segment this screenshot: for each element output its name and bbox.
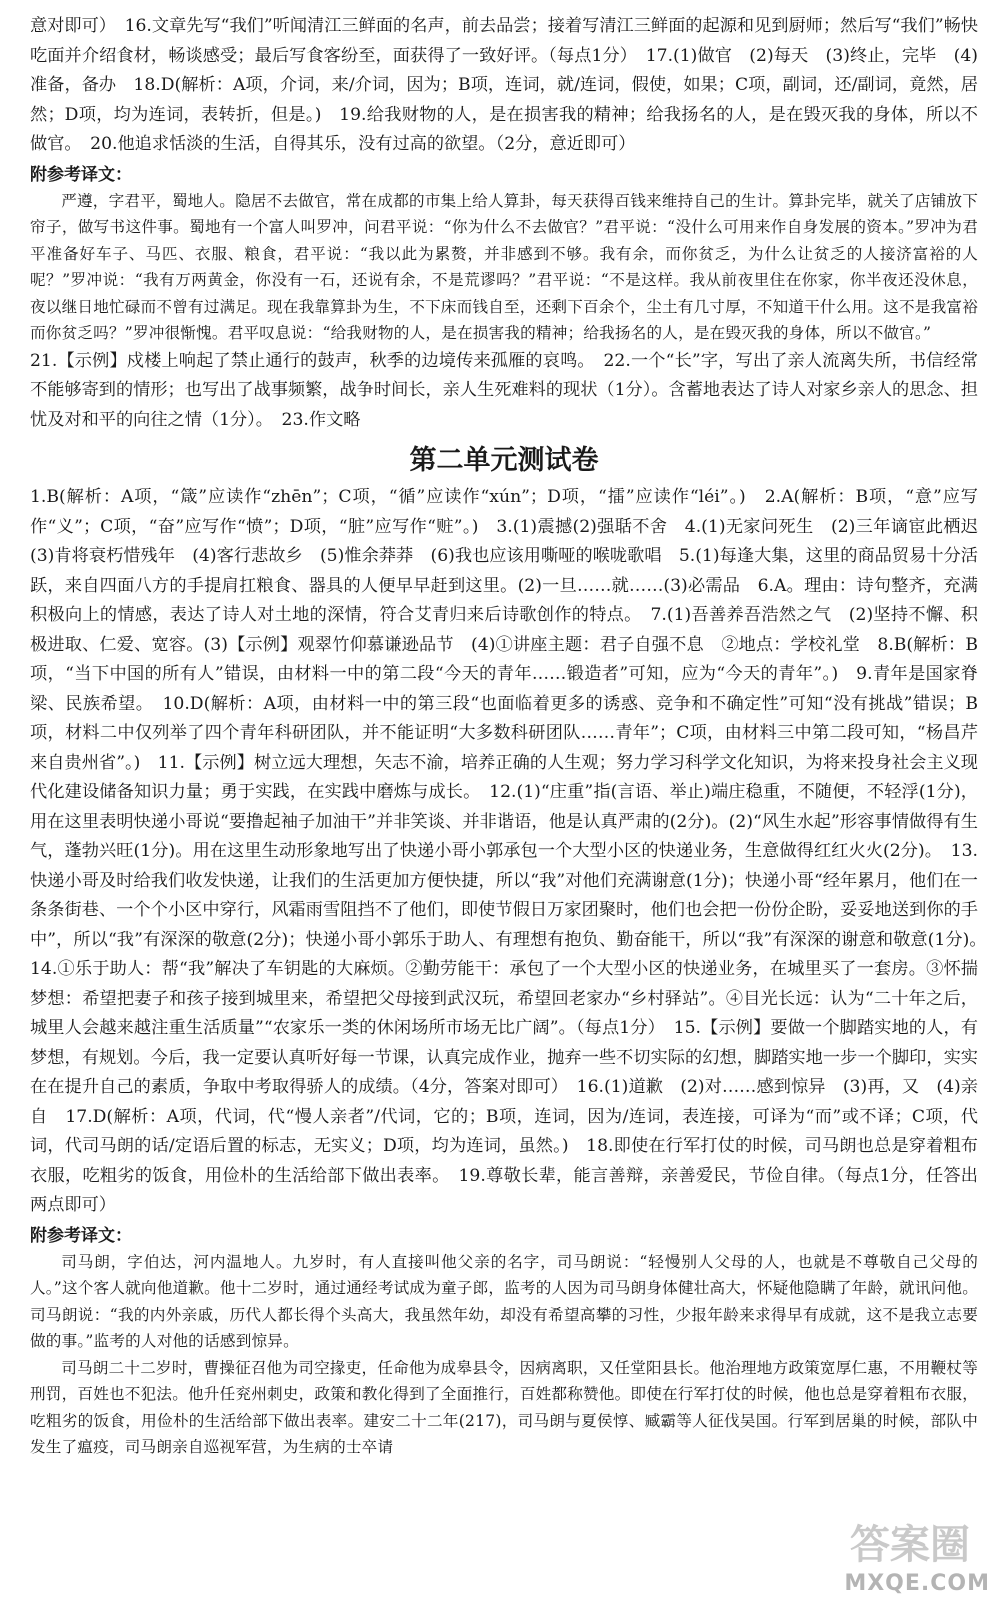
unit1-answers-21-23: 21.【示例】戍楼上响起了禁止通行的鼓声，秋季的边境传来孤雁的哀鸣。 22.一个“长”字，写出了亲人流离失所，书信经常不能够寄到的情形；也写出了战事频繁，战争时间长，亲人生死难料的现状（1分）。含蓄地表达了诗人对家乡亲人的思念、担忧及对和平的向往之情（1分）。 23.作文略 [30,350,978,430]
unit2-title: 第二单元测试卷 [409,445,599,476]
unit2-translation-header: 附参考译文： [30,1225,132,1246]
unit2-translation-paragraph-1: 司马朗，字伯达，河内温地人。九岁时，有人直接叫他父亲的名字，司马朗说：“轻慢别人父母的人，也就是不尊敬自己父母的人。”这个客人就向他道歉。他十二岁时，通过通经考试成为童子郎，监考的人因为司马朗身体健壮高大，怀疑他隐瞒了年龄，就讯问他。司马朗说：“我的内外亲戚，历代人都长得个头高大，我虽然年幼，却没有希望高攀的习性，少报年龄来求得早有成就，这不是我立志要做的事。”监考的人对他的话感到惊异。 [30,1252,978,1350]
unit1-answers-poem [30,347,978,436]
watermark-url: MXQE.COM [844,1571,990,1596]
unit2-answers-1-19: 1.B(解析：A项，“箴”应读作“zhēn”；C项，“循”应读作“xún”；D项，“擂”应读作“léi”。) 2.A(解析：B项，“意”应写作“义”；C项，“奋”应写作“愤”；D项，“脏”应写作“赃”。) 3.(1)震撼(2)强聒不舍 4.(1)无家问死生 (2)三年谪宦此栖迟 (3)肯将衰朽惜残年 (4)客行悲故乡 (5)惟余莽莽 (6)我也应该用嘶哑的喉咙歌唱 5.(1)每逢大集，这里的商品贸易十分活跃，来自四面八方的手提肩扛粮食、器具的人便早早赶到这里。(2)一旦……就……(3)必需品 6.A。理由：诗句整齐，充满积极向上的情感，表达了诗人对土地的深情，符合艾青归来后诗歌创作的特点。 7.(1)吾善养吾浩然之气 (2)坚持不懈、积极进取、仁爱、宽容。(3)【示例】观翠竹仰慕谦逊品节 (4)①讲座主题：君子自强不息 ②地点：学校礼堂 8.B(解析：B项，“当下中国的所有人”错误，由材料一中的第二段“今天的青年……锻造者”可知，应为“今天的青年”。) 9.青年是国家脊梁、民族希望。 10.D(解析：A项，由材料一中的第三段“也面临着更多的诱惑、竞争和不确定性”可知“没有挑战”错误；B项，材料二中仅列举了四个青年科研团队，并不能证明“大多数科研团队……青年”；C项，由材料三中第二段可知，“杨昌芹来自贵州省”。) 11.【示例】树立远大理想，矢志不渝，培养正确的人生观；努力学习科学文化知识，为将来投身社会主义现代化建设储备知识力量；勇于实践，在实践中磨炼与成长。 12.(1)“庄重”指(言语、举止)端庄稳重，不随便，不轻浮(1分)，用在这里表明快递小哥说“要撸起袖子加油干”并非笑谈、并非谐语，他是认真严肃的(2分)。(2)“风生水起”形容事情做得有生气，蓬勃兴旺(1分)。用在这里生动形象地写出了快递小哥小郭承包一个大型小区的快递业务，生意做得红红火火(2分)。 13.快递小哥及时给我们收发快递，让我们的生活更加方便快捷，所以“我”对他们充满谢意(1分)；快递小哥“经年累月，他们在一条条街巷、一个个小区中穿行，风霜雨雪阻挡不了他们，即使节假日万家团聚时，他们也会把一份份企盼，妥妥地送到你的手中”，所以“我”有深深的敬意(2分)；快递小哥小郭乐于助人、有理想有抱负、勤奋能干，所以“我”有深深的谢意和敬意(1分)。 14.①乐于助人：帮“我”解决了车钥匙的大麻烦。②勤劳能干：承包了一个大型小区的快递业务，在城里买了一套房。③怀揣梦想：希望把妻子和孩子接到城里来，希望把父母接到武汉玩，希望回老家办“乡村驿站”。④目光长远：认为“二十年之后，城里人会越来越注重生活质量”“农家乐一类的休闲场所市场无比广阔”。（每点1分） 15.【示例】要做一个脚踏实地的人，有梦想，有规划。今后，我一定要认真听好每一节课，认真完成作业，抛弃一些不切实际的幻想，脚踏实地一步一个脚印，实实在在提升自己的素质，争取中考取得骄人的成绩。（4分，答案对即可） 16.(1)道歉 (2)对……感到惊异 (3)再，又 (4)亲自 17.D(解析：A项，代词，代“慢人亲者”/代词，它的；B项，连词，因为/连词，表连接，可译为“而”或不译；C项，代词，代司马朗的话/定语后置的标志，无实义；D项，均为连词，虽然。) 18.即使在行军打仗的时候，司马朗也总是穿着粗布衣服，吃粗劣的饭食，用俭朴的生活给部下做出表率。 19.尊敬长辈，能言善辩，亲善爱民，节俭自律。（每点1分，任答出两点即可） [30,487,996,1215]
unit2-answers [30,483,996,1221]
unit1-translation-header: 附参考译文： [30,164,132,185]
unit1-answers [30,12,978,160]
unit1-translation-paragraph: 严遵，字君平，蜀地人。隐居不去做官，常在成都的市集上给人算卦，每天获得百钱来维持自己的生计。算卦完毕，就关了店铺放下帘子，做写书这件事。蜀地有一个富人叫罗冲，问君平说：“你为什么不去做官？”君平说：“没什么可用来作自身发展的资本。”罗冲为君平准备好车子、马匹、衣服、粮食，君平说：“我以此为累赘，并非感到不够。我有余，而你贫乏，为什么让贫乏的人接济富裕的人呢？”罗冲说：“我有万两黄金，你没有一石，还说有余，不是荒谬吗？”君平说：“不是这样。我从前夜里住在你家，你半夜还没休息，夜以继日地忙碌而不曾有过满足。现在我靠算卦为生，不下床而钱自至，还剩下百余个，尘土有几寸厚，不知道干什么用。这不是我富裕而你贫乏吗？”罗冲很惭愧。君平叹息说：“给我财物的人，是在损害我的精神；给我扬名的人，是在毁灭我的身体，所以不做官。” [30,191,978,342]
watermark-logo: 答案圈 [850,1522,970,1568]
unit2-translation-paragraph-2: 司马朗二十二岁时，曹操征召他为司空掾吏，任命他为成皋县令，因病离职，又任堂阳县长。他治理地方政策宽厚仁惠，不用鞭杖等刑罚，百姓也不犯法。他升任兖州刺史，政策和教化得到了全面推行，百姓都称赞他。即使在行军打仗的时候，他也总是穿着粗布衣服，吃粗劣的饭食，用俭朴的生活给部下做出表率。建安二十二年(217)，司马朗与夏侯惇、臧霸等人征伐吴国。行军到居巢的时候，部队中发生了瘟疫，司马朗亲自巡视军营，为生病的士卒请 [30,1358,978,1456]
unit1-answers-16-20: 意对即可） 16.文章先写“我们”听闻清江三鲜面的名声，前去品尝；接着写清江三鲜面的起源和见到厨师；然后写“我们”畅快吃面并介绍食材，畅谈感受；最后写食客纷至，面获得了一致好评。（每点1分） 17.(1)做官 (2)每天 (3)终止，完毕 (4)准备，备办 18.D(解析：A项，介词，来/介词，因为；B项，连词，就/连词，假使，如果；C项，副词，还/副词，竟然，居然；D项，均为连词，表转折，但是。) 19.给我财物的人，是在损害我的精神；给我扬名的人，是在毁灭我的身体，所以不做官。 20.他追求恬淡的生活，自得其乐，没有过高的欲望。（2分，意近即可） [30,16,978,154]
